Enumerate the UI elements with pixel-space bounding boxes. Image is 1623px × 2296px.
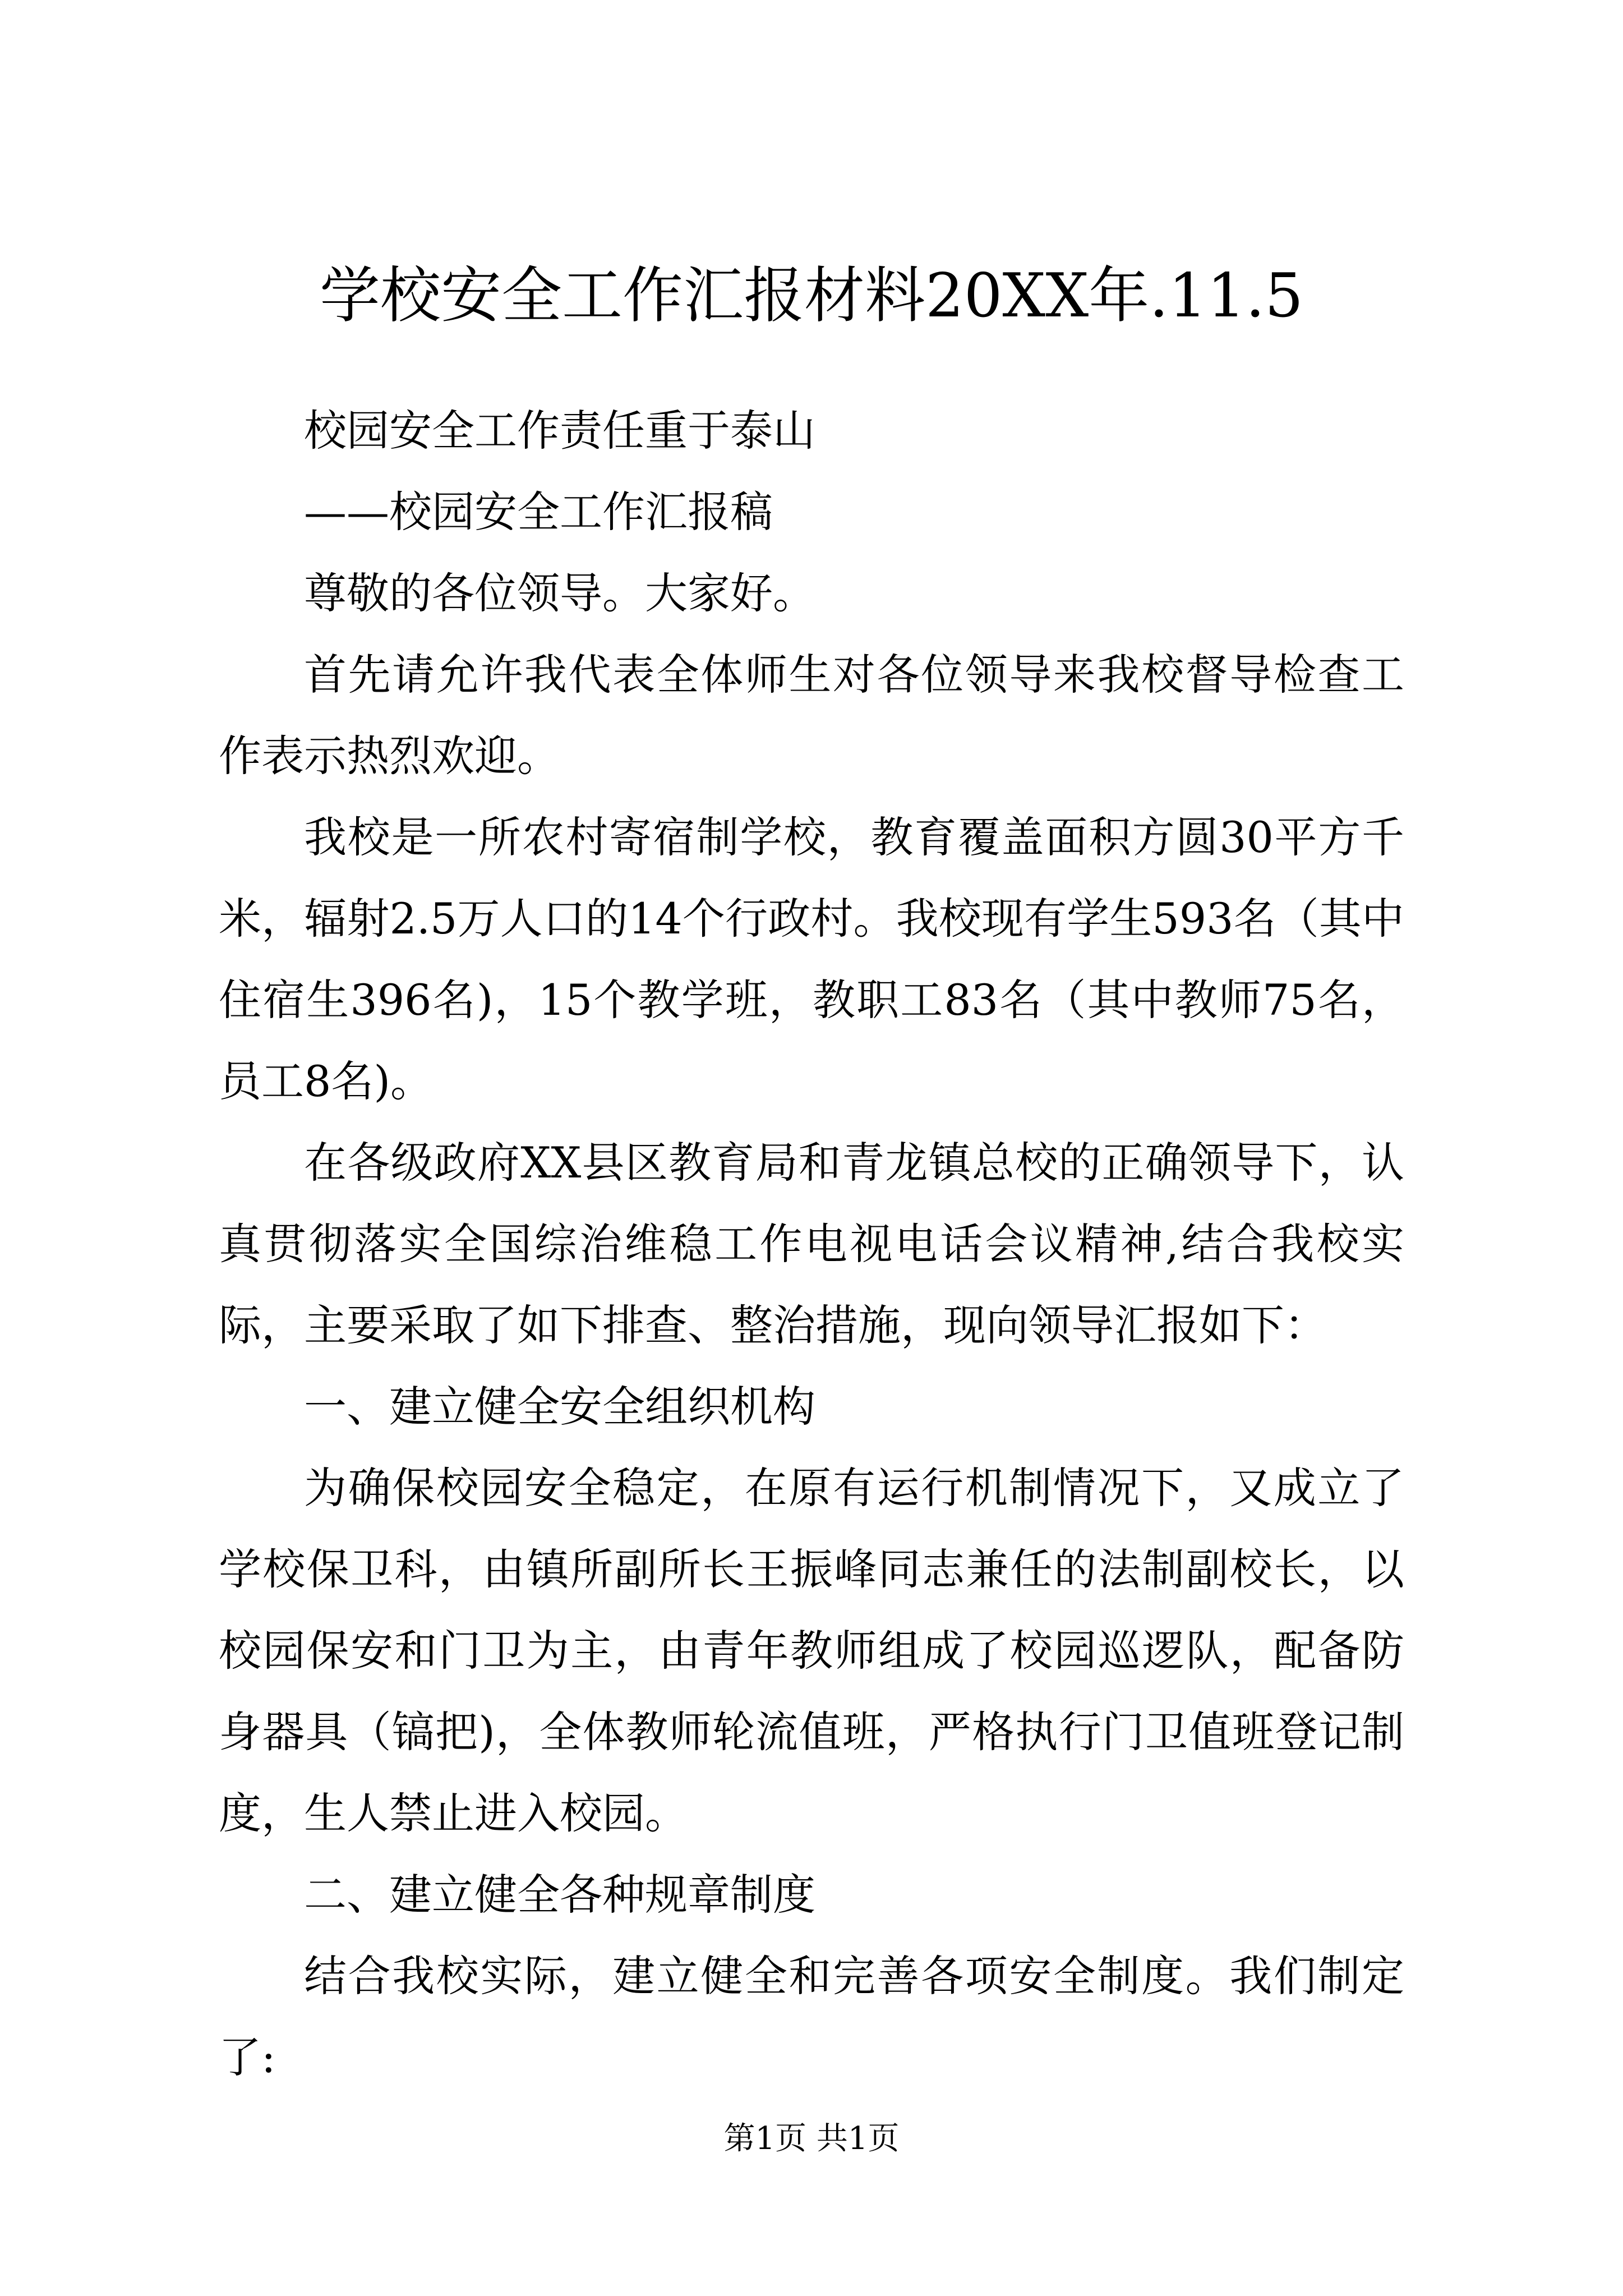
section-heading-2: 二、建立健全各种规章制度 <box>304 1870 815 1920</box>
subtitle-line: 校园安全工作责任重于泰山 <box>304 406 815 455</box>
document-body <box>219 390 1404 2098</box>
greeting-paragraph: 尊敬的各位领导。大家好。 <box>304 568 815 618</box>
section-heading-1: 一、建立健全安全组织机构 <box>304 1382 815 1432</box>
document-title: 学校安全工作汇报材料20XX年.11.5 <box>320 261 1303 331</box>
section-1-paragraph: 为确保校园安全稳定，在原有运行机制情况下，又成立了学校保卫科，由镇所副所长王振峰同志兼任的法制副校长，以校园保安和门卫为主，由青年教师组成了校园巡逻队，配备防身器具（镐把)，全体教师轮流值班，严格执行门卫值班登记制度，生人禁止进入校园。 <box>219 1463 1404 1838</box>
welcome-paragraph: 首先请允许我代表全体师生对各位领导来我校督导检查工作表示热烈欢迎。 <box>219 650 1404 781</box>
subtitle-dash-line: ——校园安全工作汇报稿 <box>304 487 773 537</box>
page-footer: 第1页 共1页 <box>723 2120 900 2157</box>
section-2-paragraph: 结合我校实际，建立健全和完善各项安全制度。我们制定了: <box>219 1951 1404 2082</box>
school-overview-paragraph: 我校是一所农村寄宿制学校，教育覆盖面积方圆30平方千米，辐射2.5万人口的14个行政村。我校现有学生593名（其中住宿生396名)，15个教学班，教职工83名（其中教师75名，员工8名)。 <box>219 812 1404 1106</box>
leadership-paragraph: 在各级政府XX县区教育局和青龙镇总校的正确领导下，认真贯彻落实全国综治维稳工作电视电话会议精神,结合我校实际，主要采取了如下排查、整治措施，现向领导汇报如下： <box>219 1138 1404 1350</box>
